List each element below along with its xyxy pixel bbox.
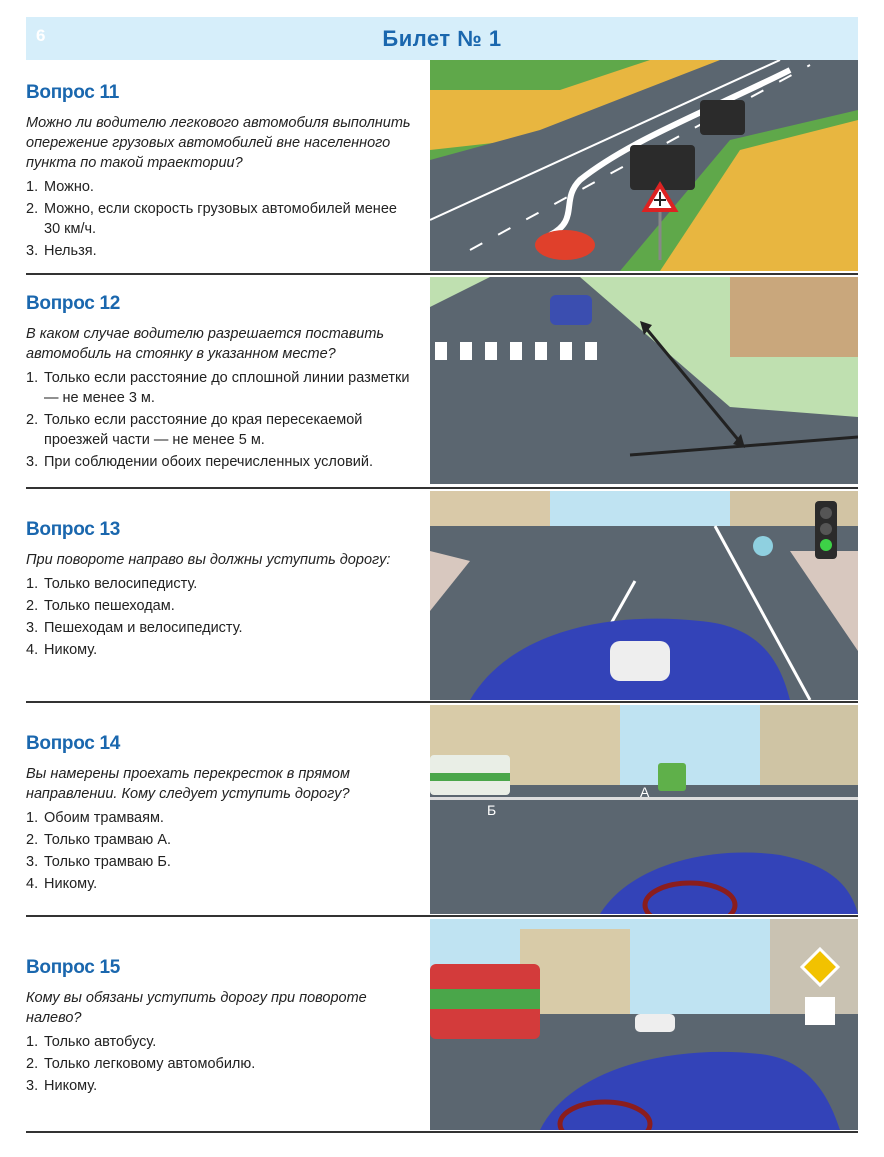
answer-list [26, 368, 416, 472]
building [430, 491, 550, 531]
answer-list [26, 177, 416, 261]
building [730, 491, 858, 531]
car [550, 295, 592, 325]
traffic-light [815, 501, 837, 559]
question-illustration [430, 919, 858, 1130]
question-text-block [26, 293, 416, 474]
question-title: Вопрос 13 [26, 519, 121, 540]
question-text: Можно ли водителю легкового автомобиля выполнить опережение грузовых автомобилей вне населенного пункта по такой траектории? [26, 115, 411, 171]
question-text-block [26, 82, 416, 263]
building [730, 277, 858, 357]
answer-list [26, 808, 416, 894]
answer-option[interactable]: 2. Только если расстояние до края пересекаемой проезжей части — не менее 5 м. [26, 412, 363, 448]
answer-option[interactable]: 3. При соблюдении обоих перечисленных условий. [26, 454, 373, 470]
truck [630, 145, 695, 190]
tram-a-label: А [640, 784, 650, 800]
section-divider [26, 915, 858, 917]
answer-option[interactable]: 2. Только легковому автомобилю. [26, 1056, 256, 1072]
question-illustration [430, 277, 858, 484]
question-15 [26, 919, 858, 1130]
answer-option[interactable]: 2. Только трамваю А. [26, 832, 172, 848]
question-text: Вы намерены проехать перекресток в прямом направлении. Кому следует уступить дорогу? [26, 766, 350, 802]
answer-option[interactable]: 1. Можно. [26, 179, 94, 195]
answer-list [26, 1032, 416, 1096]
question-13 [26, 491, 858, 700]
question-text: В каком случае водителю разрешается поставить автомобиль на стоянку в указанном месте? [26, 326, 385, 362]
tram-a [658, 763, 686, 791]
section-divider [26, 1131, 858, 1133]
answer-option[interactable]: 2. Только пешеходам. [26, 598, 175, 614]
page-number: 6 [36, 26, 46, 45]
answer-option[interactable]: 4. Никому. [26, 642, 98, 658]
question-illustration [430, 60, 858, 271]
answer-option[interactable]: 1. Только велосипедисту. [26, 576, 198, 592]
question-text: При повороте направо вы должны уступить дорогу: [26, 552, 391, 568]
answer-option[interactable]: 3. Никому. [26, 1078, 98, 1094]
question-14 [26, 705, 858, 914]
question-title: Вопрос 11 [26, 82, 119, 103]
answer-option[interactable]: 4. Никому. [26, 876, 98, 892]
answer-list [26, 574, 416, 660]
page-header [26, 17, 858, 60]
question-12 [26, 277, 858, 484]
question-11 [26, 60, 858, 271]
tram-b-label: Б [487, 802, 497, 818]
answer-option[interactable]: 1. Только автобусу. [26, 1034, 157, 1050]
truck [700, 100, 745, 135]
question-text-block [26, 733, 416, 896]
question-title: Вопрос 12 [26, 293, 121, 314]
answer-option[interactable]: 3. Только трамваю Б. [26, 854, 171, 870]
ticket-title: Билет № 1 [382, 26, 502, 51]
question-title: Вопрос 15 [26, 957, 121, 978]
answer-option[interactable]: 2. Можно, если скорость грузовых автомобилей менее 30 км/ч. [26, 201, 397, 237]
answer-option[interactable]: 1. Обоим трамваям. [26, 810, 164, 826]
car [535, 230, 595, 260]
section-divider [26, 487, 858, 489]
car [635, 1014, 675, 1032]
answer-option[interactable]: 3. Пешеходам и велосипедисту. [26, 620, 243, 636]
question-title: Вопрос 14 [26, 733, 121, 754]
question-text: Кому вы обязаны уступить дорогу при повороте налево? [26, 990, 367, 1026]
question-illustration [430, 705, 858, 914]
question-text-block [26, 957, 416, 1098]
building [760, 705, 858, 790]
section-divider [26, 701, 858, 703]
cyclist [753, 536, 773, 556]
section-divider [26, 273, 858, 275]
question-illustration [430, 491, 858, 700]
question-text-block [26, 519, 416, 662]
answer-option[interactable]: 3. Нельзя. [26, 243, 97, 259]
answer-option[interactable]: 1. Только если расстояние до сплошной линии разметки — не менее 3 м. [26, 370, 410, 406]
